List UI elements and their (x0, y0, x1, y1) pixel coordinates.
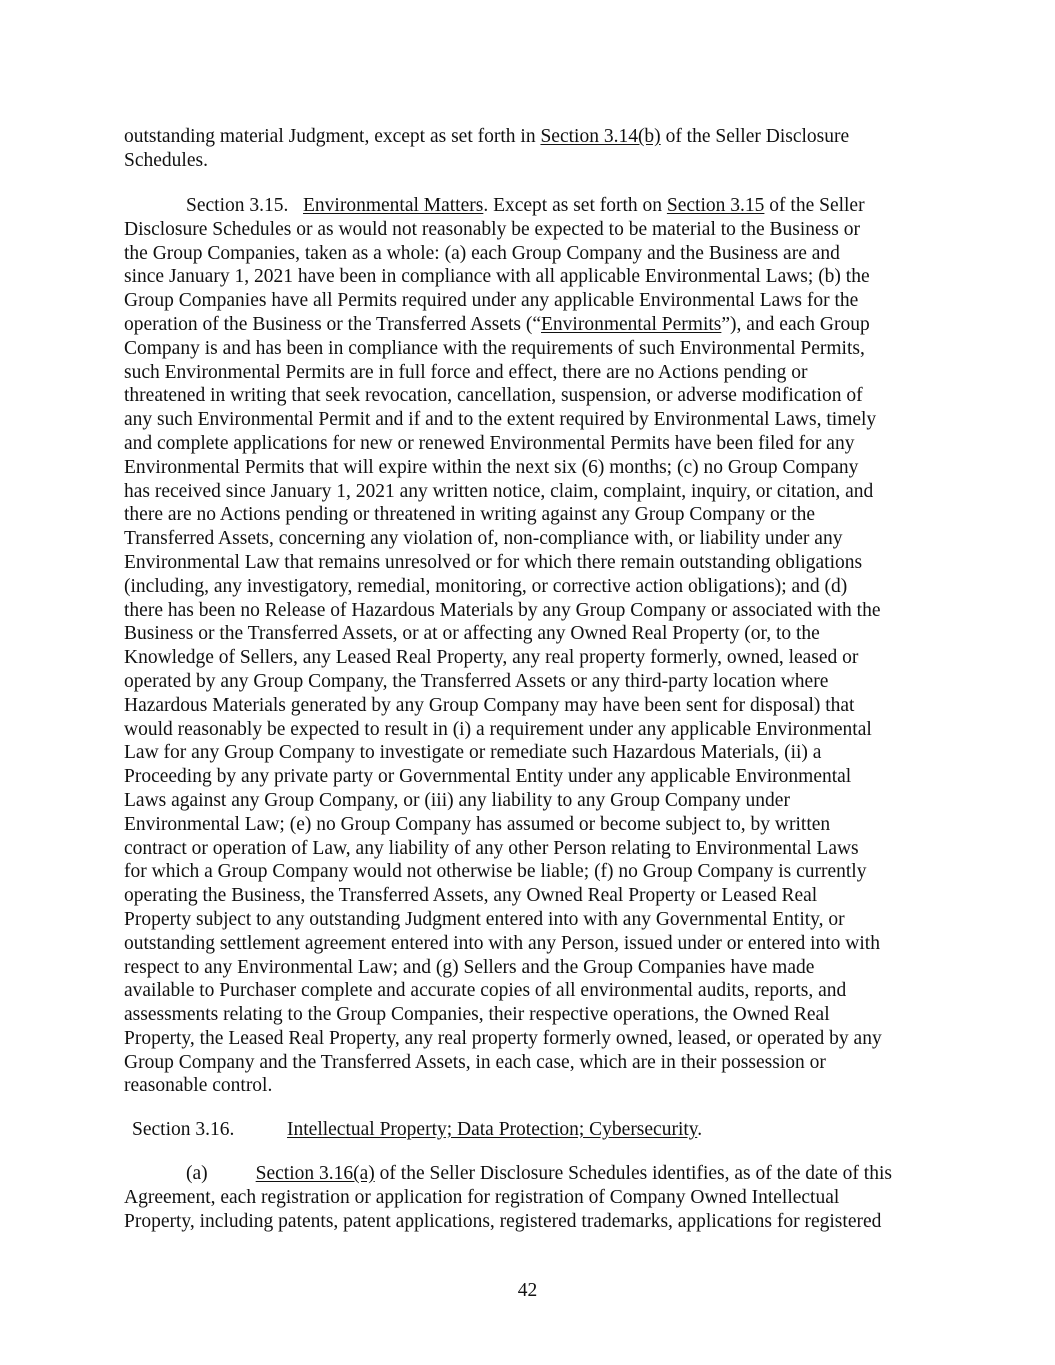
paragraph-line: Business or the Transferred Assets, or at or affecting any Owned Real Property (or, to the (124, 623, 820, 645)
page-number: 42 (517, 1280, 538, 1301)
section-3-15-paragraph (124, 194, 934, 1098)
paragraph-line: Transferred Assets, concerning any violation of, non-compliance with, or liability under any (124, 528, 843, 550)
paragraph-line: reasonable control. (124, 1075, 273, 1097)
paragraph-line: since January 1, 2021 have been in compliance with all applicable Environmental Laws; (b) the (124, 266, 870, 288)
section-title: Environmental Matters (303, 195, 484, 216)
paragraph-line: Hazardous Materials generated by any Group Company may have been sent for disposal) that (124, 694, 855, 716)
subsection-marker: (a) (186, 1163, 208, 1184)
paragraph-line: Knowledge of Sellers, any Leased Real Property, any real property formerly, owned, leased or (124, 647, 859, 669)
subsection-a-paragraph (124, 1162, 934, 1233)
paragraph-line: operated by any Group Company, the Transferred Assets or any third-party location where (124, 670, 829, 692)
paragraph-line: and complete applications for new or renewed Environmental Permits have been filed for any (124, 432, 855, 454)
paragraph-line: available to Purchaser complete and accurate copies of all environmental audits, reports, and (124, 980, 847, 1002)
paragraph-line: Group Companies have all Permits required under any applicable Environmental Laws for the (124, 290, 859, 312)
paragraph-line: (a) Section 3.16(a) of the Seller Disclosure Schedules identifies, as of the date of this (186, 1163, 892, 1184)
paragraph-line: for which a Group Company would not otherwise be liable; (f) no Group Company is currently (124, 861, 867, 883)
paragraph-line: Environmental Law that remains unresolved or for which there remain outstanding obligations (124, 551, 863, 573)
section-reference-link: Section 3.16(a) (255, 1163, 375, 1184)
paragraph-line: any such Environmental Permit and if and to the extent required by Environmental Laws, timely (124, 409, 877, 431)
section-title: Intellectual Property; Data Protection; Cybersecurity. (287, 1119, 703, 1140)
paragraph-line: would reasonably be expected to result in (i) a requirement under any applicable Environmental (124, 718, 872, 740)
section-reference-link: Section 3.14(b) (540, 126, 661, 147)
paragraph-line: Agreement, each registration or application for registration of Company Owned Intellectual (124, 1186, 840, 1208)
paragraph-line: Property, including patents, patent applications, registered trademarks, applications for registered (124, 1210, 882, 1232)
paragraph-line: outstanding settlement agreement entered into with any Person, issued under or entered into with (124, 932, 880, 954)
paragraph-line: Environmental Permits that will expire within the next six (6) months; (c) no Group Company (124, 456, 859, 478)
paragraph-line: Company is and has been in compliance with the requirements of such Environmental Permits, (124, 337, 865, 359)
paragraph-line: Proceeding by any private party or Governmental Entity under any applicable Environmental (124, 766, 852, 788)
paragraph-line: threatened in writing that seek revocation, cancellation, suspension, or adverse modification of (124, 385, 863, 407)
paragraph-line: Property, the Leased Real Property, any real property formerly owned, leased, or operated by any (124, 1027, 882, 1049)
paragraph-line: the Group Companies, taken as a whole: (a) each Group Company and the Business are and (124, 242, 840, 264)
paragraph-line: such Environmental Permits are in full force and effect, there are no Actions pending or (124, 361, 808, 383)
paragraph-line: Disclosure Schedules or as would not reasonably be expected to be material to the Business or (124, 218, 860, 240)
paragraph-line: outstanding material Judgment, except as set forth in Section 3.14(b) of the Seller Disclosure (124, 126, 850, 147)
section-label: Section 3.15. (186, 195, 289, 216)
paragraph-line: Schedules. (124, 149, 208, 171)
paragraph-line: operating the Business, the Transferred Assets, any Owned Real Property or Leased Real (124, 885, 818, 907)
paragraph-line: respect to any Environmental Law; and (g) Sellers and the Group Companies have made (124, 956, 815, 978)
section-label: Section 3.16. (132, 1119, 235, 1140)
paragraph-line: there has been no Release of Hazardous Materials by any Group Company or associated with the (124, 599, 881, 621)
paragraph-line: operation of the Business or the Transferred Assets (“Environmental Permits”), and each Group (124, 313, 870, 335)
carryover-paragraph (124, 125, 934, 173)
paragraph-line: Law for any Group Company to investigate or remediate such Hazardous Materials, (ii) a (124, 742, 822, 764)
paragraph-line: Group Company and the Transferred Assets, in each case, which are in their possession or (124, 1051, 826, 1073)
paragraph-line: contract or operation of Law, any liability of any other Person relating to Environmental Laws (124, 837, 859, 859)
paragraph-line: Environmental Law; (e) no Group Company has assumed or become subject to, by written (124, 813, 831, 835)
defined-term: Environmental Permits (541, 313, 722, 335)
paragraph-line: Laws against any Group Company, or (iii) any liability to any Group Company under (124, 789, 790, 811)
paragraph-line: assessments relating to the Group Companies, their respective operations, the Owned Real (124, 1004, 830, 1026)
section-reference-link: Section 3.15 (666, 195, 765, 216)
paragraph-line: (including, any investigatory, remedial, monitoring, or corrective action obligations); and (d) (124, 575, 848, 597)
paragraph-line: has received since January 1, 2021 any written notice, claim, complaint, inquiry, or citation, and (124, 480, 874, 502)
paragraph-line: there are no Actions pending or threatened in writing against any Group Company or the (124, 504, 815, 526)
paragraph-line: Property subject to any outstanding Judgment entered into with any Governmental Entity, or (124, 908, 845, 930)
section-heading-line: Section 3.15. Environmental Matters. Except as set forth on Section 3.15 of the Seller (186, 195, 865, 216)
